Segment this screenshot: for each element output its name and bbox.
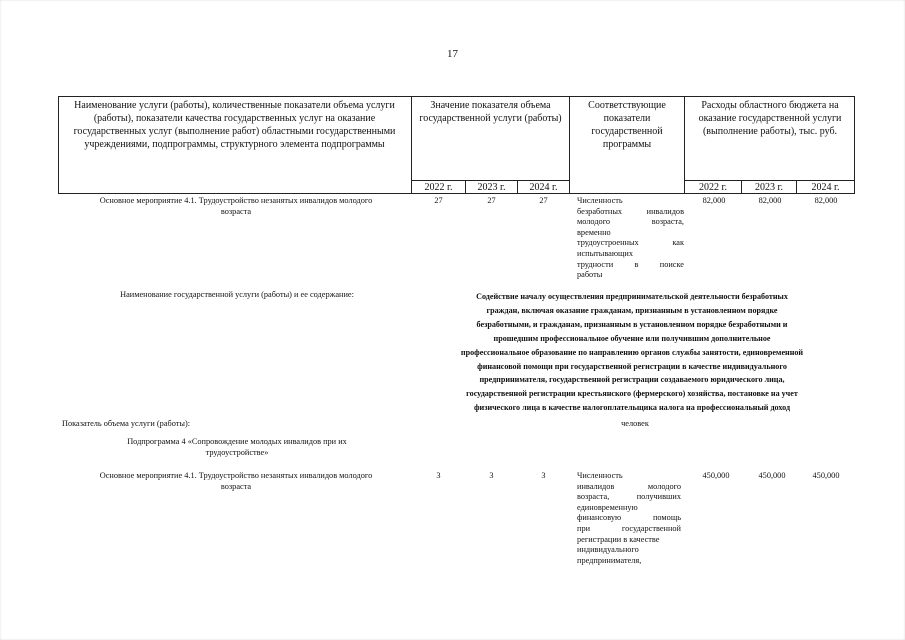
row2-expense-2024: 450,000 xyxy=(812,471,840,480)
row1-value-2022: 27 xyxy=(434,196,443,205)
row1-indicator: Численность безработных инвалидов молодого возраста, временно трудоустроенных как испытывающих трудности в поиске работы xyxy=(577,196,684,280)
service-label: Наименование государственной услуги (работы) и ее содержание: xyxy=(120,290,354,299)
header-col-name: Наименование услуги (работы), количественные показатели объема услуги (работы), показатели качества государственных услуг на оказание государственных услуг (выполнение работ) областными государственными учреждениями, подпрограммы, структурного элемента подпрограммы xyxy=(73,100,396,150)
subprogram-title: Подпрограмма 4 «Сопровождение молодых инвалидов при их трудоустройстве» xyxy=(127,437,347,457)
year-expense-2023: 2023 г. xyxy=(755,182,783,193)
header-top-border xyxy=(58,96,855,97)
year-value-2023: 2023 г. xyxy=(477,182,506,193)
header-col-value: Значение показателя объема государственной услуги (работы) xyxy=(419,100,562,124)
row1-expense-2023: 82,000 xyxy=(758,196,782,205)
row2-expense-2023: 450,000 xyxy=(758,471,786,480)
service-description: Содействие началу осуществления предпринимательской деятельности безработных граждан, включая оказание гражданам, признанным в установленном порядке безработными, и гражданам, признанным в установленном порядке безработными и прошедшим профессиональное обучение или получившим дополнительное профессиональное образование по направлению органов службы занятости, единовременной финансовой помощи при государственной регистрации в качестве индивидуального предпринимателя, государственной регистрации создаваемого юридического лица, государственной регистрации крестьянского (фермерского) хозяйства, постановке на учет физического лица в качестве налогоплательщика налога на профессиональный доход xyxy=(460,292,804,413)
year-value-2022: 2022 г. xyxy=(424,182,453,193)
row2-name: Основное мероприятие 4.1. Трудоустройство незанятых инвалидов молодого возраста xyxy=(99,471,373,491)
row2-value-2023: 3 xyxy=(489,471,494,480)
row1-value-2023: 27 xyxy=(487,196,496,205)
row2-expense-2022: 450,000 xyxy=(702,471,730,480)
header-left-border xyxy=(58,96,59,194)
header-col-expenses: Расходы областного бюджета на оказание государственной услуги (выполнение работы), тыс. руб. xyxy=(698,100,842,137)
row1-expense-2024: 82,000 xyxy=(814,196,838,205)
header-divider-2 xyxy=(569,96,570,194)
page-number: 17 xyxy=(447,48,458,60)
volume-label: Показатель объема услуги (работы): xyxy=(62,419,191,428)
year-expense-2022: 2022 г. xyxy=(699,182,727,193)
year-expense-2024: 2024 г. xyxy=(811,182,840,193)
row1-value-2024: 27 xyxy=(539,196,548,205)
header-col-indicators: Соответствующие показатели государственной программы xyxy=(588,100,666,150)
year-value-2024: 2024 г. xyxy=(529,182,558,193)
volume-unit: человек xyxy=(621,419,649,428)
row1-name: Основное мероприятие 4.1. Трудоустройство незанятых инвалидов молодого возраста xyxy=(99,196,373,216)
row2-indicator: Численность инвалидов молодого возраста, получивших единовременную финансовую помощь при государственной регистрации в качестве индивидуального предпринимателя, xyxy=(577,471,681,565)
row1-expense-2022: 82,000 xyxy=(702,196,726,205)
row2-value-2024: 3 xyxy=(541,471,546,480)
row2-value-2022: 3 xyxy=(436,471,441,480)
